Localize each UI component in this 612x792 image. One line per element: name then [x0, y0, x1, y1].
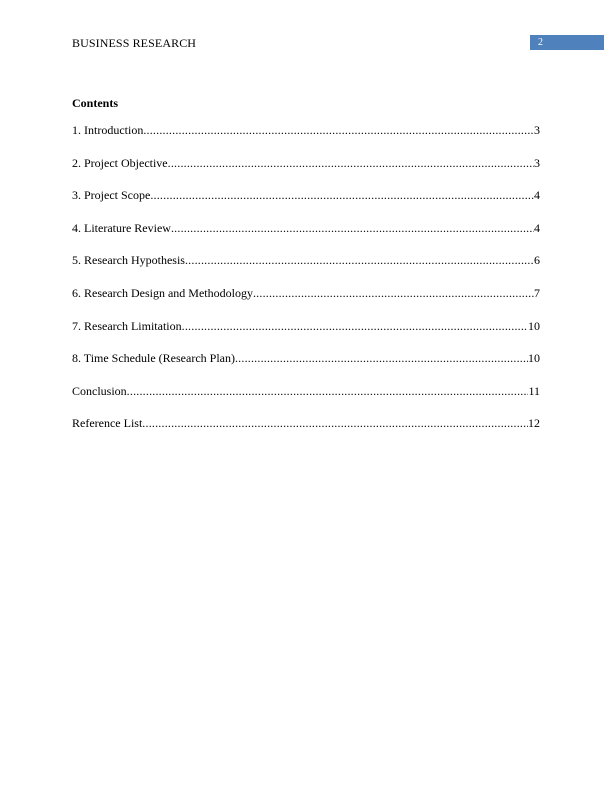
toc-entry-project-scope[interactable] — [72, 188, 540, 221]
toc-heading: Contents — [72, 96, 119, 110]
toc-entry-research-hypothesis[interactable] — [72, 253, 540, 286]
toc-entry-page: 3 — [534, 155, 540, 170]
toc-entry-label: Conclusion — [72, 383, 127, 398]
toc-dot-leader — [253, 286, 534, 300]
running-header-title: BUSINESS RESEARCH — [72, 36, 197, 50]
toc-entry-label: 4. Literature Review — [72, 220, 171, 235]
toc-dot-leader — [142, 416, 528, 430]
toc-entry-page: 10 — [528, 318, 540, 333]
toc-entry-label: 5. Research Hypothesis — [72, 253, 185, 268]
toc-entry-literature-review[interactable] — [72, 221, 540, 254]
toc-dot-leader — [127, 384, 529, 398]
toc-entry-label: Reference List — [72, 416, 143, 431]
toc-entry-label: 2. Project Objective — [72, 155, 168, 170]
toc-entry-label: 3. Project Scope — [72, 188, 151, 203]
toc-dot-leader — [150, 188, 534, 202]
toc-entry-page: 12 — [528, 416, 540, 431]
toc-entry-label: 1. Introduction — [72, 123, 144, 137]
toc-dot-leader — [185, 253, 534, 267]
toc-entry-page: 10 — [528, 351, 540, 366]
toc-entry-label: 7. Research Limitation — [72, 318, 182, 333]
table-of-contents — [72, 123, 540, 449]
toc-entry-label: 8. Time Schedule (Research Plan) — [72, 351, 235, 366]
toc-entry-research-limitation[interactable] — [72, 319, 540, 352]
toc-entry-introduction[interactable] — [72, 123, 540, 156]
toc-dot-leader — [143, 123, 534, 137]
toc-entry-page: 4 — [534, 188, 540, 203]
toc-entry-project-objective[interactable] — [72, 156, 540, 189]
toc-entry-reference-list[interactable] — [72, 416, 540, 449]
toc-entry-page: 6 — [534, 253, 540, 268]
toc-entry-page: 4 — [534, 220, 540, 235]
toc-entry-research-design[interactable] — [72, 286, 540, 319]
toc-dot-leader — [168, 156, 534, 170]
toc-entry-page: 3 — [534, 123, 540, 137]
toc-entry-label: 6. Research Design and Methodology — [72, 285, 253, 300]
toc-dot-leader — [171, 221, 534, 235]
page-number-badge: 2 — [530, 35, 604, 50]
toc-entry-time-schedule[interactable] — [72, 351, 540, 384]
toc-dot-leader — [182, 319, 528, 333]
toc-entry-page: 11 — [528, 383, 540, 398]
toc-entry-page: 7 — [534, 285, 540, 300]
toc-dot-leader — [235, 351, 528, 365]
toc-entry-conclusion[interactable] — [72, 384, 540, 417]
